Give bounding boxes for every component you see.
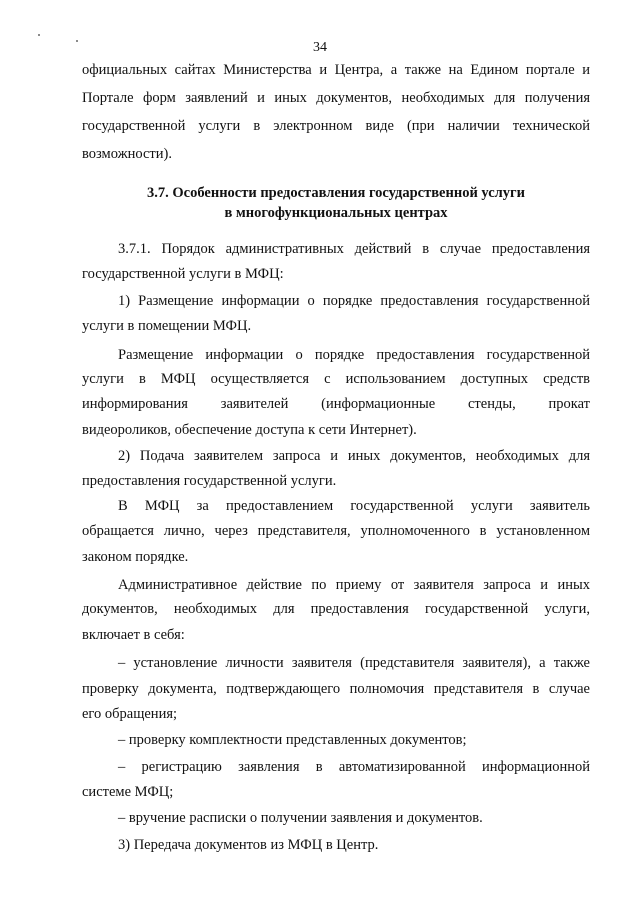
text-line: 1) Размещение информации о порядке предоставления государственной [118, 293, 590, 309]
text-line: В МФЦ за предоставлением государственной услуги заявитель [118, 498, 590, 514]
text-line: 3.7.1. Порядок административных действий в случае предоставления [118, 241, 590, 257]
text-line: Административное действие по приему от заявителя запроса и иных [118, 577, 590, 593]
text-line: возможности). [82, 146, 172, 162]
list-item: – проверку комплектности представленных документов; [118, 732, 467, 748]
scan-speck [76, 40, 78, 42]
text-line: информирования заявителей (информационные стенды, прокат [82, 396, 590, 412]
text-line: видеороликов, обеспечение доступа к сети Интернет). [82, 422, 417, 438]
text-line: предоставления государственной услуги. [82, 473, 337, 489]
list-item: – регистрацию заявления в автоматизированной информационной [118, 759, 590, 775]
text-line: официальных сайтах Министерства и Центра, а также на Едином портале и [82, 62, 590, 78]
text-line: обращается лично, через представителя, уполномоченного в установленном [82, 523, 590, 539]
list-item: проверку документа, подтверждающего полномочия представителя в случае [82, 681, 590, 697]
text-line: Размещение информации о порядке предоставления государственной [118, 347, 590, 363]
text-line: включает в себя: [82, 627, 185, 643]
list-item: – установление личности заявителя (представителя заявителя), а также [118, 655, 590, 671]
scan-speck [38, 34, 40, 36]
text-line: услуги в МФЦ осуществляется с использованием доступных средств [82, 371, 590, 387]
text-line: Портале форм заявлений и иных документов, необходимых для получения [82, 90, 590, 106]
text-line: документов, необходимых для предоставления государственной услуги, [82, 601, 590, 617]
page-number: 34 [313, 40, 327, 55]
section-heading: в многофункциональных центрах [224, 205, 448, 221]
text-line: государственной услуги в МФЦ: [82, 266, 284, 282]
text-line: 3) Передача документов из МФЦ в Центр. [118, 837, 379, 853]
text-line: государственной услуги в электронном виде (при наличии технической [82, 118, 590, 134]
text-line: 2) Подача заявителем запроса и иных документов, необходимых для [118, 448, 590, 464]
text-line: законом порядке. [82, 549, 189, 565]
list-item: его обращения; [82, 706, 178, 722]
section-heading: 3.7. Особенности предоставления государственной услуги [147, 185, 525, 201]
list-item: системе МФЦ; [82, 784, 174, 800]
text-line: услуги в помещении МФЦ. [82, 318, 252, 334]
list-item: – вручение расписки о получении заявления и документов. [118, 810, 483, 826]
